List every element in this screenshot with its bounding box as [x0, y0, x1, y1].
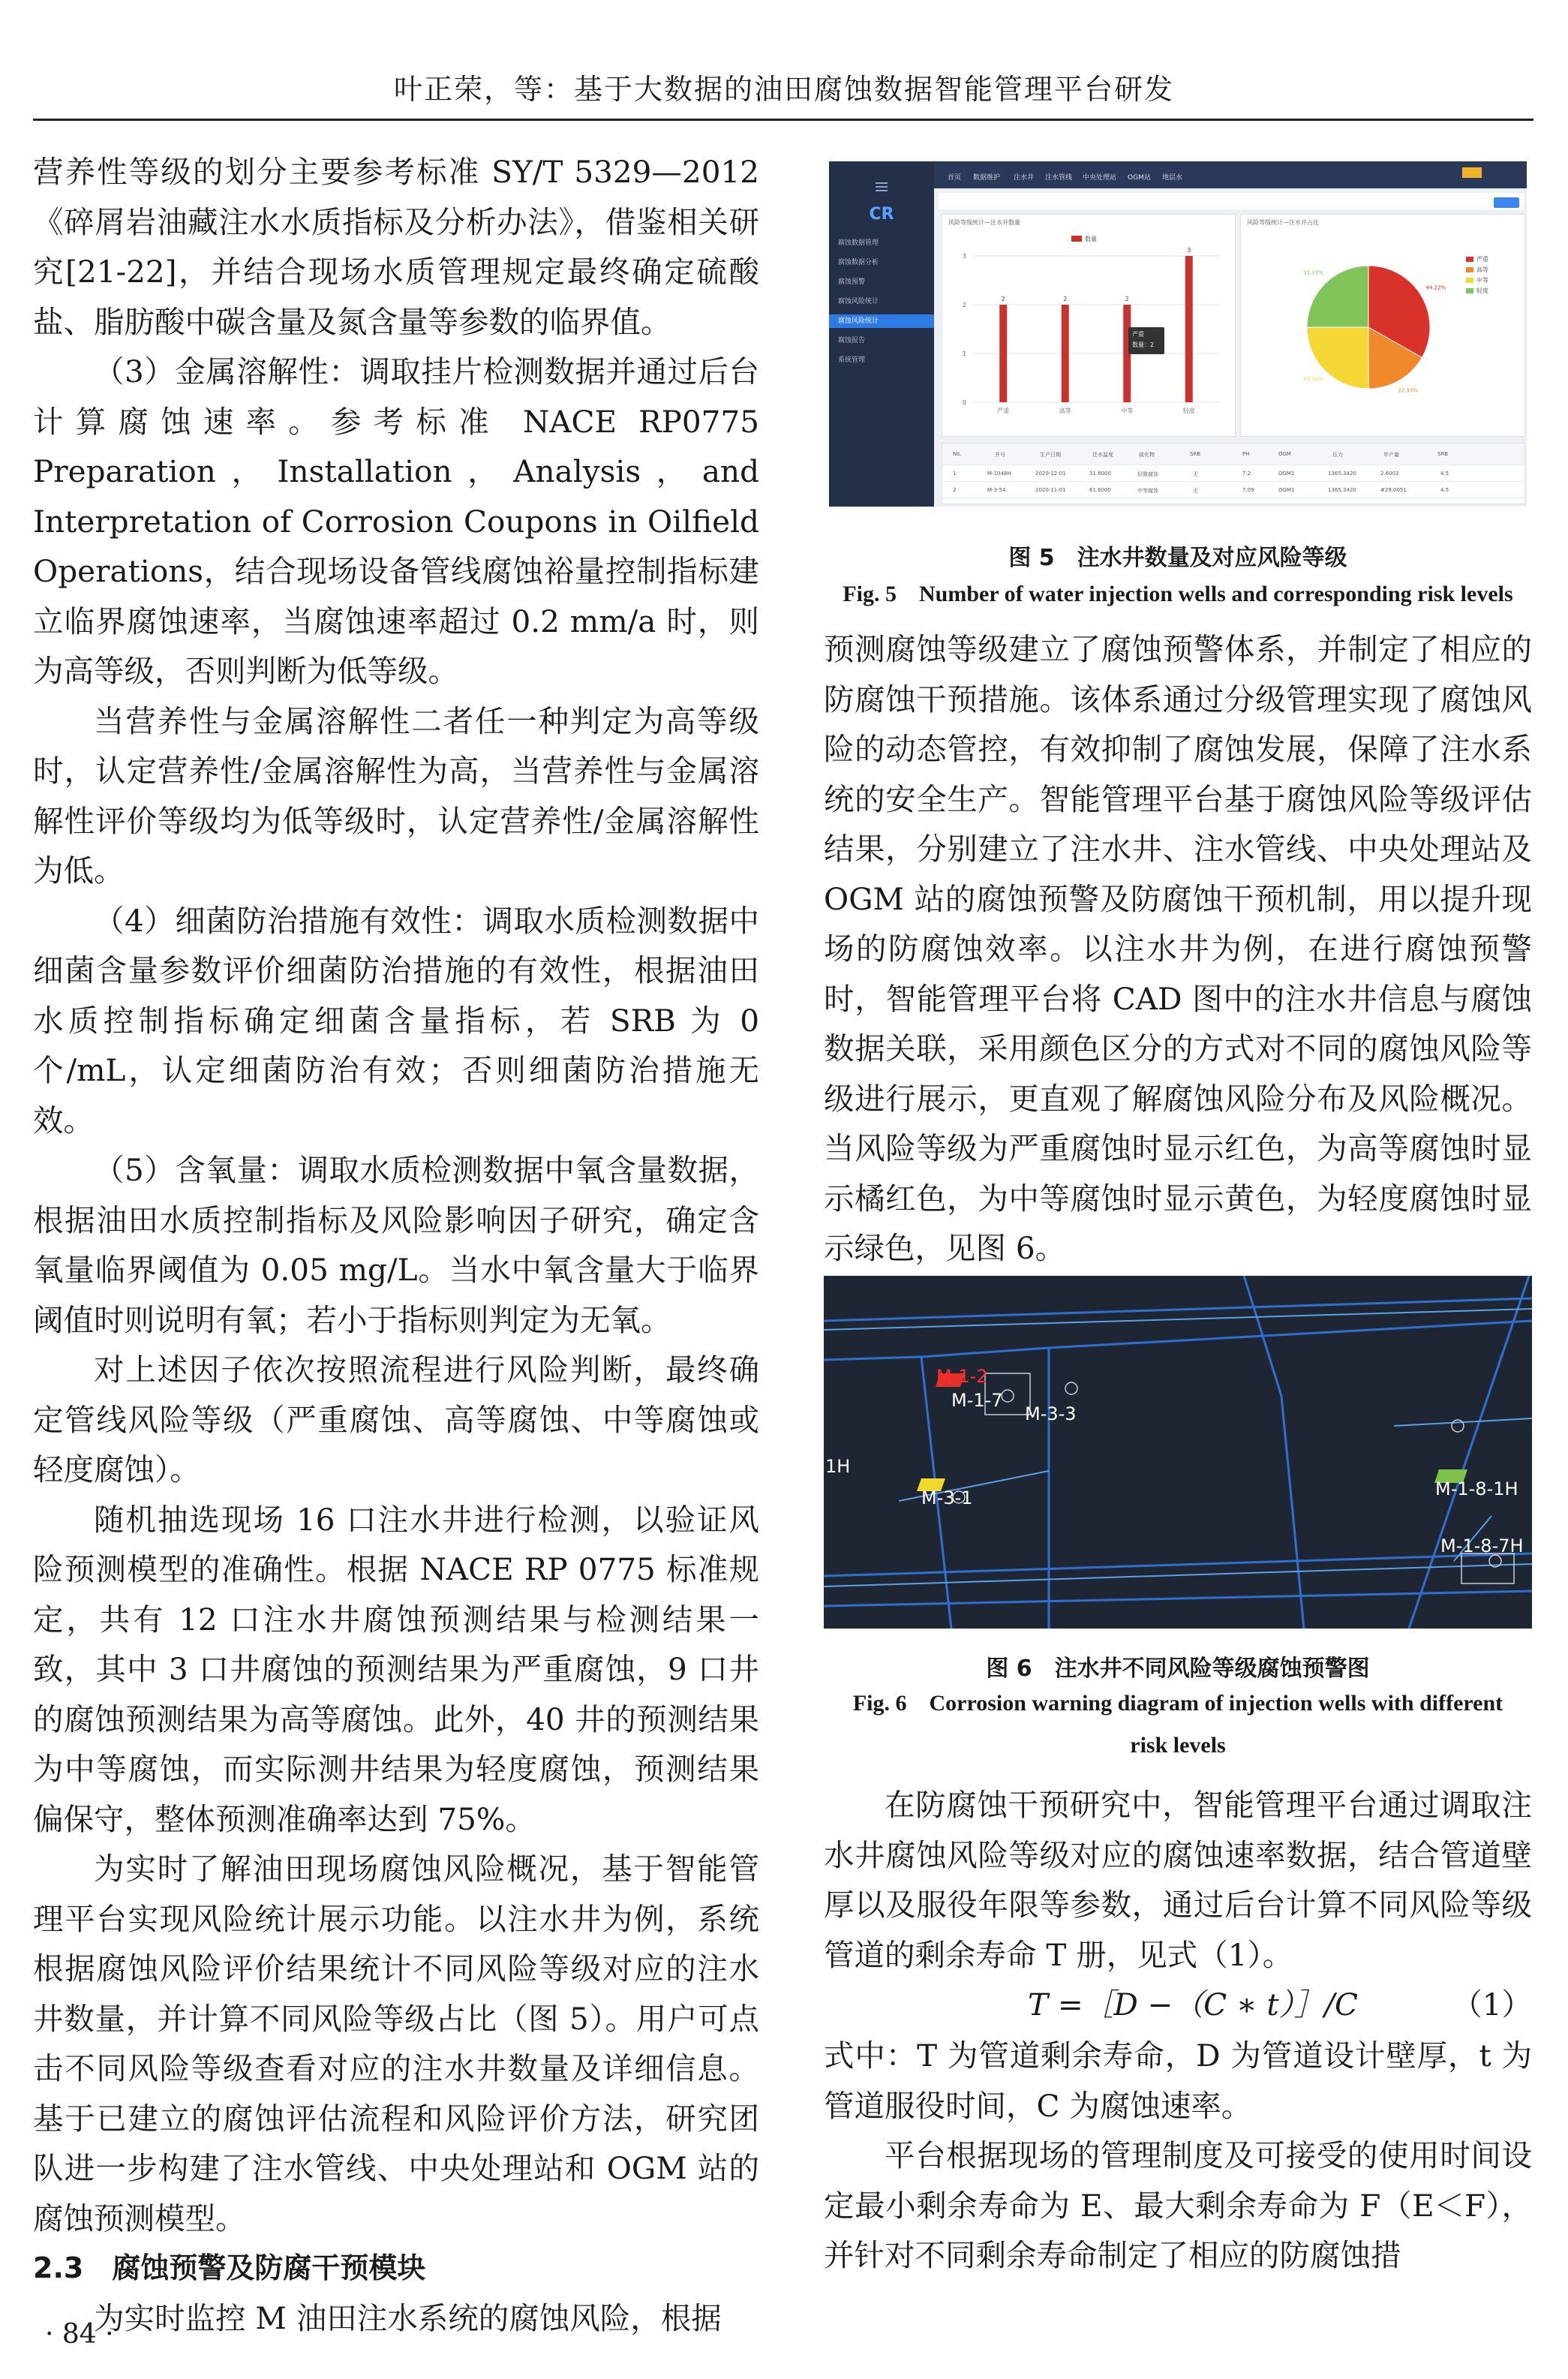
bar-value-label: 2 [1001, 296, 1005, 302]
figure-6-cad-map [824, 1276, 1532, 1629]
bar-chart [942, 215, 1235, 436]
sidebar-item[interactable]: 系统管理 [838, 356, 866, 364]
table-cell: 1 [953, 471, 957, 477]
table-cell: #29.0051 [1380, 487, 1407, 493]
table-cell: OGM1 [1278, 487, 1295, 493]
sidebar-item[interactable]: 腐蚀报告 [838, 337, 866, 344]
paragraph: 式中：T 为管道剩余寿命，D 为管道设计壁厚，t 为管道服役时间，C 为腐蚀速率。 [824, 2038, 1532, 2124]
x-tick-label: 高等 [1059, 408, 1071, 414]
figure-5-screenshot [829, 161, 1527, 507]
legend-swatch [1071, 236, 1082, 242]
figure-6-caption-cn: 图 6 注水井不同风险等级腐蚀预警图 [986, 1656, 1370, 1682]
legend-swatch [1466, 257, 1473, 262]
tooltip-line: 严重 [1132, 331, 1144, 338]
top-tab[interactable]: 注水井 [1014, 174, 1035, 182]
well-label: M-1-8-7H [1440, 1535, 1524, 1556]
table-cell: 中等腐蚀 [1137, 488, 1158, 494]
well-label: M-3-3 [1025, 1403, 1077, 1424]
top-tab[interactable]: 中央处理站 [1083, 174, 1117, 182]
tooltip-line: 数量：2 [1132, 341, 1155, 348]
running-header: 叶正荣，等：基于大数据的油田腐蚀数据智能管理平台研发 [393, 73, 1174, 106]
bar-value-label: 3 [1187, 247, 1191, 254]
sidebar-item[interactable]: 腐蚀数据管理 [838, 239, 879, 247]
x-tick-label: 严重 [997, 408, 1010, 414]
menu-icon [876, 182, 888, 184]
legend-swatch [1466, 267, 1473, 272]
y-tick-label: 2 [962, 302, 966, 308]
table-cell: 7.09 [1242, 487, 1254, 493]
table-cell: 2020-12-01 [1035, 471, 1066, 477]
well-label: M-3-1 [921, 1487, 973, 1508]
pipeline [1409, 1276, 1529, 1629]
paragraph: 在防腐蚀干预研究中，智能管理平台通过调取注水井腐蚀风险等级对应的腐蚀速率数据，结合管道壁厚以及服役年限等参数，通过后台计算不同风险等级管道的剩余寿命 T 册，见式（1）。 [824, 1787, 1532, 1973]
well-label: M-1-2 [936, 1366, 988, 1387]
table-header: No. [953, 451, 962, 457]
legend-label: 中等 [1476, 277, 1488, 284]
legend-label: 数量 [1085, 236, 1097, 242]
table-cell: OGM1 [1278, 471, 1295, 477]
top-tab[interactable]: 地层水 [1162, 174, 1183, 182]
table-cell: 轻微腐蚀 [1137, 471, 1158, 477]
bar [999, 305, 1007, 402]
paragraph: 营养性等级的划分主要参考标准 SY/T 5329—2012《碎屑岩油藏注水水质指标及分析办法》，借鉴相关研究[21-22]，并结合现场水质管理规定最终确定硫酸盐、脂肪酸中碳含量及氮含量等参数的临界值。 [33, 154, 759, 340]
paragraph: 随机抽选现场 16 口注水井进行检测，以验证风险预测模型的准确性。根据 NACE RP 0775 标准规定，共有 12 口注水井腐蚀预测结果与检测结果一致，其中 3 口井腐蚀的预测结果为严重腐蚀，9 口井的腐蚀预测结果为高等腐蚀。此外，40 井的预测结果为中等腐蚀，而实际测井结果为轻度腐蚀，预测结果偏保守，整体预测准确率达到 75%。 [33, 1501, 759, 1837]
y-tick-label: 3 [962, 253, 966, 260]
sidebar-item[interactable]: 腐蚀数据分析 [838, 259, 879, 266]
x-tick-label: 中等 [1121, 408, 1134, 414]
table-cell: 无 [1193, 488, 1198, 494]
table-row[interactable] [942, 466, 1524, 482]
sidebar-item[interactable]: 腐蚀风险统计 [838, 298, 879, 305]
well-box [1461, 1553, 1514, 1583]
table-header: 年产量 [1383, 452, 1399, 458]
equation-number: （1） [1452, 1987, 1532, 2023]
table-cell: 1365.3420 [1328, 487, 1356, 493]
table-header: 生产日期 [1040, 452, 1061, 458]
legend-label: 轻度 [1476, 287, 1488, 294]
top-tab[interactable]: OGM站 [1128, 174, 1151, 182]
section-heading: 2.3 腐蚀预警及防腐干预模块 [33, 2251, 426, 2284]
bar-value-label: 2 [1125, 296, 1129, 302]
right-column-lower [824, 1780, 1532, 1980]
well-label: M-1-8-1H [1435, 1478, 1518, 1499]
table-cell: 31.6000 [1089, 471, 1111, 477]
table-header: 井号 [995, 452, 1005, 458]
pipeline [824, 1564, 1532, 1587]
table-header: 硫化物 [1139, 452, 1155, 458]
legend-label: 严重 [1476, 256, 1488, 263]
table-cell: 2.6003 [1380, 471, 1399, 477]
table-header-row [942, 444, 1524, 465]
paragraph: 对上述因子依次按照流程进行风险判断，最终确定管线风险等级（严重腐蚀、高等腐蚀、中等腐蚀或轻度腐蚀）。 [33, 1352, 759, 1487]
paragraph: 预测腐蚀等级建立了腐蚀预警体系，并制定了相应的防腐蚀干预措施。该体系通过分级管理实现了腐蚀风险的动态管控，有效抑制了腐蚀发展，保障了注水系统的安全生产。智能管理平台基于腐蚀风险等级评估结果，分别建立了注水井、注水管线、中央处理站及 OGM 站的腐蚀预警及防腐蚀干预机制，用以提升现场的防腐蚀效率。以注水井为例，在进行腐蚀预警时，智能管理平台将 CAD 图中的注水井信息与腐蚀数据关联，采用颜色区分的方式对不同的腐蚀风险等级进行展示，更直观了解腐蚀风险分布及风险概况。当风险等级为严重腐蚀时显示红色，为高等腐蚀时显示橘红色，为中等腐蚀时显示黄色，为轻度腐蚀时显示绿色，见图 6。 [824, 631, 1532, 1266]
right-column [824, 624, 1532, 1274]
page-number: · 84 · [45, 2319, 114, 2350]
bar-value-label: 2 [1063, 296, 1068, 302]
paragraph: （5）含氧量：调取水质检测数据中氧含量数据，根据油田水质控制指标及风险影响因子研究，确定含氧量临界阈值为 0.05 mg/L。当水中氧含量大于临界阈值时则说明有氧；若小于指标则判定为无氧。 [33, 1152, 759, 1338]
table-header: OGM [1278, 451, 1291, 457]
table-header: PH [1242, 451, 1250, 457]
figure-6-caption-en: Fig. 6 Corrosion warning diagram of injection wells with different [852, 1691, 1503, 1716]
top-tab[interactable]: 数据维护 [973, 174, 1001, 182]
app-topbar [934, 161, 1527, 188]
table-row[interactable] [942, 483, 1524, 498]
table-cell: 无 [1193, 471, 1198, 477]
top-tab[interactable]: 首页 [948, 174, 962, 182]
figure-5-caption-cn: 图 5 注水井数量及对应风险等级 [1008, 545, 1347, 571]
paragraph: 为实时监控 M 油田注水系统的腐蚀风险，根据 [94, 2299, 722, 2336]
paragraph: （4）细菌防治措施有效性：调取水质检测数据中细菌含量参数评价细菌防治措施的有效性，根据油田水质控制指标确定细菌含量指标，若 SRB 为 0 个/mL，认定细菌防治有效；否则细菌防治措施无效。 [33, 902, 759, 1138]
legend-label: 高等 [1476, 266, 1488, 273]
panel-title: 风险等级统计—注水井占比 [1247, 219, 1319, 226]
pipeline-lines [824, 1309, 1532, 1587]
y-tick-label: 1 [962, 350, 966, 357]
legend-swatch [1466, 288, 1473, 293]
pie-value-label: 33.33% [1303, 375, 1323, 382]
table-cell: 61.6000 [1089, 487, 1111, 493]
pie-value-label: 44.22% [1425, 284, 1446, 291]
top-tab[interactable]: 注水管线 [1045, 174, 1073, 182]
right-column-bottom [824, 2031, 1532, 2281]
figure-5-caption-en: Fig. 5 Number of water injection wells and corresponding risk levels [843, 582, 1513, 606]
panel-title: 风险等级统计—注水井数量 [948, 219, 1020, 226]
table-cell: 4.5 [1440, 487, 1449, 493]
table-cell: 2 [953, 487, 957, 493]
table-cell: 1365.3420 [1328, 471, 1356, 477]
figure-6-caption-en-2: risk levels [1130, 1733, 1226, 1758]
pipeline [824, 1553, 1532, 1576]
app-sidebar [829, 161, 934, 507]
pie-chart [1241, 215, 1524, 436]
table-cell: 7.2 [1242, 471, 1251, 477]
pie-value-label: 22.33% [1398, 387, 1418, 394]
bar [1062, 305, 1069, 402]
table-header: 压力 [1332, 452, 1343, 458]
paragraph: 为实时了解油田现场腐蚀风险概况，基于智能管理平台实现风险统计展示功能。以注水井为例，系统根据腐蚀风险评价结果统计不同风险等级对应的注水井数量，并计算不同风险等级占比（图 5）。用户可点击不同风险等级查看对应的注水井数量及详细信息。基于已建立的腐蚀评估流程和风险评价方法，研究团队进一步构建了注水管线、中央处理站和 OGM 站的腐蚀预测模型。 [33, 1851, 759, 2236]
data-table [942, 443, 1525, 504]
pipeline [1244, 1276, 1304, 1629]
well-label: 1H [825, 1456, 851, 1477]
table-cell: M-3-54 [987, 487, 1006, 493]
bar [1185, 256, 1193, 402]
well-label: M-1-7 [951, 1390, 1003, 1411]
legend-swatch [1466, 278, 1473, 283]
page-tabbar [939, 193, 1524, 209]
table-header: 注水温度 [1092, 452, 1113, 458]
query-button[interactable] [1494, 197, 1519, 208]
pie-panel [1240, 214, 1525, 437]
paragraph: 当营养性与金属溶解性二者任一种判定为高等级时，认定营养性/金属溶解性为高，当营养性与金属溶解性评价等级均为低等级时，认定营养性/金属溶解性为低。 [33, 702, 759, 889]
table-header: SRB [1437, 451, 1449, 457]
pie-value-label: 33.33% [1303, 269, 1323, 276]
well-symbol [1002, 1390, 1014, 1402]
sidebar-item-active[interactable]: 腐蚀风险统计 [829, 314, 934, 328]
x-tick-label: 轻度 [1182, 408, 1195, 414]
table-cell: 4.5 [1440, 471, 1449, 477]
table-cell: M-1048H [987, 471, 1011, 477]
y-tick-label: 0 [962, 399, 966, 406]
sidebar-item[interactable]: 腐蚀预警 [838, 278, 866, 286]
cad-drawing [824, 1276, 1532, 1629]
bar-panel [942, 214, 1236, 437]
pipeline [824, 1298, 1532, 1321]
table-cell: 2020-11-01 [1035, 487, 1066, 493]
header-rule [33, 119, 1533, 121]
paragraph: 平台根据现场的管理制度及可接受的使用时间设定最小剩余寿命为 E、最大剩余寿命为 F（E＜F），并针对不同剩余寿命制定了相应的防腐蚀措 [824, 2137, 1532, 2273]
app-logo: CR [869, 205, 894, 224]
paragraph: （3）金属溶解性：调取挂片检测数据并通过后台计算腐蚀速率。参考标准 NACE RP0775 Preparation，Installation，Analysis，and Interpretation of Corrosion Coupons in Oilfield Operations，结合现场设备管线腐蚀裕量控制指标建立临界腐蚀速率，当腐蚀速率超过 0.2 mm/a 时，则为高等级，否则判断为低等级。 [33, 353, 759, 689]
table-header: SRB [1190, 451, 1201, 457]
chart-tooltip [1128, 327, 1164, 354]
user-badge[interactable] [1462, 167, 1482, 178]
equation-body: T =［D −（C ∗ t）］/C [1028, 1987, 1359, 2023]
pipeline [824, 1591, 1532, 1606]
well-symbol [1065, 1382, 1077, 1394]
left-column [33, 147, 759, 2343]
